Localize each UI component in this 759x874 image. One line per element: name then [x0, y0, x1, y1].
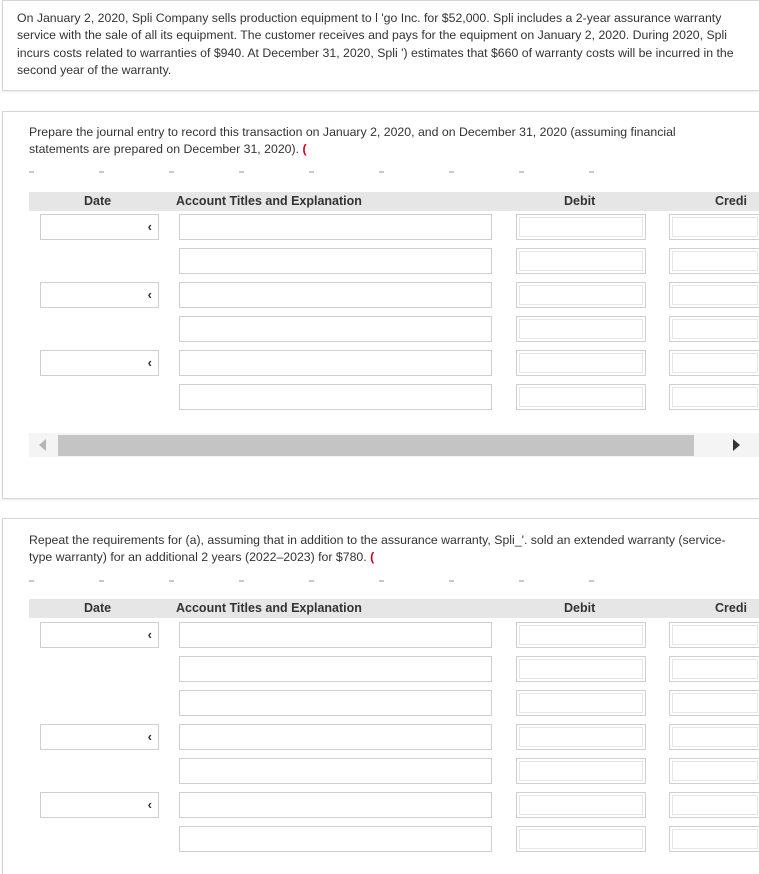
account-input[interactable]: [179, 384, 492, 410]
debit-input[interactable]: [516, 316, 646, 342]
scrollbar-thumb[interactable]: [58, 435, 694, 456]
debit-input[interactable]: [516, 350, 646, 376]
credit-input[interactable]: [669, 724, 759, 750]
part-b-card: [2, 518, 759, 874]
debit-input[interactable]: [516, 758, 646, 784]
part-b-prompt-text: Repeat the requirements for (a), assuming that in addition to the assurance warranty, Spli_'. sold an extended warranty (service-type warranty) for an additional 2 years (2022–2023) for $780.: [29, 533, 726, 564]
date-select[interactable]: [40, 724, 159, 750]
account-input[interactable]: [179, 214, 492, 240]
account-input[interactable]: [179, 316, 492, 342]
horizontal-scrollbar[interactable]: [29, 433, 759, 457]
part-b-marker: (: [370, 550, 375, 564]
chevron-down-icon: ‹: [147, 797, 152, 812]
account-input[interactable]: [179, 350, 492, 376]
debit-column-header: Debit: [564, 194, 596, 208]
credit-column-header: Credi: [715, 194, 747, 208]
journal-table-header: [29, 192, 759, 211]
credit-input[interactable]: [669, 282, 759, 308]
credit-input[interactable]: [669, 826, 759, 852]
chevron-down-icon: ‹: [147, 219, 152, 234]
part-a-card: [2, 111, 759, 499]
divider: [29, 171, 629, 173]
credit-input[interactable]: [669, 792, 759, 818]
date-select[interactable]: [40, 214, 159, 240]
date-column-header: Date: [84, 601, 112, 615]
credit-input[interactable]: [669, 214, 759, 240]
account-input[interactable]: [179, 826, 492, 852]
part-b-prompt: [29, 532, 729, 566]
credit-input[interactable]: [669, 350, 759, 376]
account-input[interactable]: [179, 622, 492, 648]
debit-input[interactable]: [516, 690, 646, 716]
part-a-prompt: [29, 124, 729, 158]
credit-input[interactable]: [669, 758, 759, 784]
debit-input[interactable]: [516, 248, 646, 274]
account-input[interactable]: [179, 282, 492, 308]
scroll-right-icon[interactable]: [733, 439, 740, 451]
divider: [29, 580, 629, 582]
scroll-left-icon[interactable]: [39, 439, 46, 451]
account-column-header: Account Titles and Explanation: [176, 601, 362, 615]
account-input[interactable]: [179, 792, 492, 818]
credit-input[interactable]: [669, 316, 759, 342]
chevron-down-icon: ‹: [147, 287, 152, 302]
debit-input[interactable]: [516, 792, 646, 818]
debit-input[interactable]: [516, 214, 646, 240]
credit-input[interactable]: [669, 622, 759, 648]
debit-input[interactable]: [516, 826, 646, 852]
account-input[interactable]: [179, 248, 492, 274]
date-select[interactable]: [40, 622, 159, 648]
date-column-header: Date: [84, 194, 112, 208]
credit-input[interactable]: [669, 384, 759, 410]
debit-input[interactable]: [516, 622, 646, 648]
problem-statement-card: [2, 0, 759, 91]
debit-input[interactable]: [516, 724, 646, 750]
debit-input[interactable]: [516, 282, 646, 308]
date-select[interactable]: [40, 350, 159, 376]
chevron-down-icon: ‹: [147, 355, 152, 370]
part-a-marker: (: [302, 142, 307, 156]
account-input[interactable]: [179, 690, 492, 716]
credit-input[interactable]: [669, 690, 759, 716]
chevron-down-icon: ‹: [147, 627, 152, 642]
credit-input[interactable]: [669, 656, 759, 682]
credit-column-header: Credi: [715, 601, 747, 615]
debit-input[interactable]: [516, 656, 646, 682]
date-select[interactable]: [40, 792, 159, 818]
debit-column-header: Debit: [564, 601, 596, 615]
journal-table-header: [29, 599, 759, 618]
account-input[interactable]: [179, 758, 492, 784]
account-column-header: Account Titles and Explanation: [176, 194, 362, 208]
account-input[interactable]: [179, 656, 492, 682]
problem-statement-text: On January 2, 2020, Spli Company sells production equipment to l 'go Inc. for $52,000. Spli includes a 2-year assurance warranty service with the sale of all its equipment. The customer receives and pays for the equipment on January 2, 2020. During 2020, Spli incurs costs related to warranties of $940. At December 31, 2020, Spli ') estimates that $660 of warranty costs will be incurred in the second year of the warranty.: [17, 11, 734, 77]
account-input[interactable]: [179, 724, 492, 750]
chevron-down-icon: ‹: [147, 729, 152, 744]
part-a-prompt-text: Prepare the journal entry to record this transaction on January 2, 2020, and on December 31, 2020 (assuming financial statements are prepared on December 31, 2020).: [29, 125, 676, 156]
debit-input[interactable]: [516, 384, 646, 410]
date-select[interactable]: [40, 282, 159, 308]
credit-input[interactable]: [669, 248, 759, 274]
